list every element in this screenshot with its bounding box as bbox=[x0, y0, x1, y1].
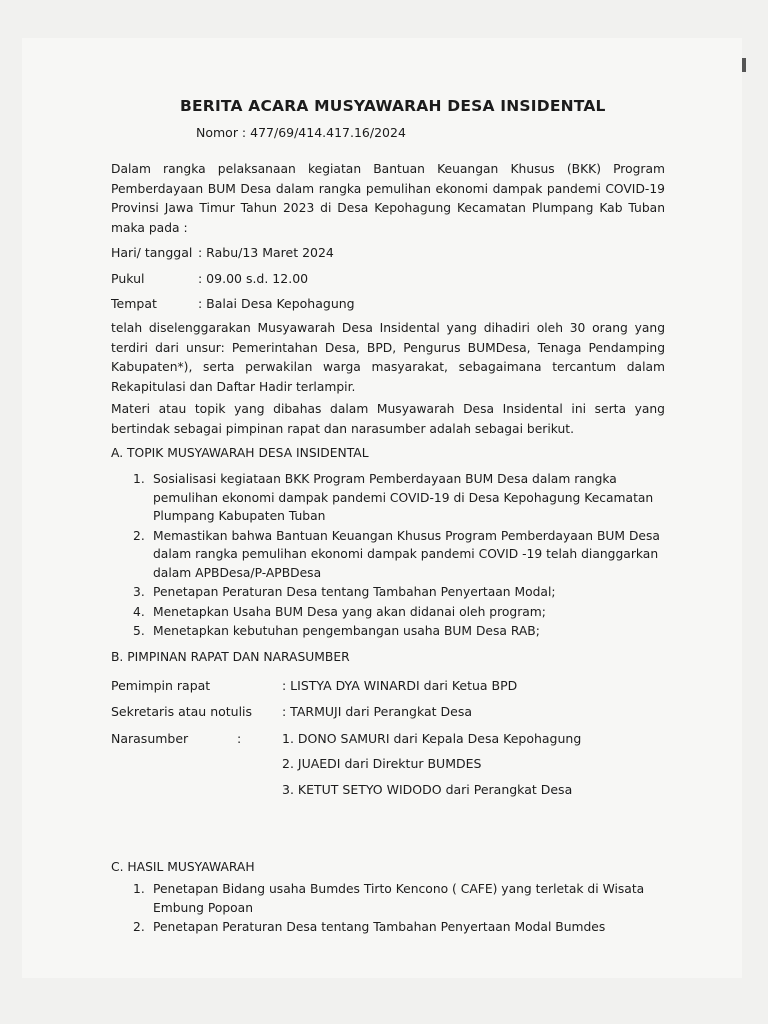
held-paragraph: telah diselenggarakan Musyawarah Desa Insidental yang dihadiri oleh 30 orang yang terdiri dari unsur: Pemerintahan Desa, BPD, Pengurus BUMDesa, Tenaga Pendamping Kabupaten*), serta perwakilan warga masyarakat, sebagaimana tercantum dalam Rekapitulasi dan Daftar Hadir terlampir. bbox=[111, 321, 665, 394]
pemimpin-label: Pemimpin rapat bbox=[111, 678, 211, 693]
item-text: Penetapan Peraturan Desa tentang Tambahan Penyertaan Modal; bbox=[153, 585, 556, 599]
item-number: 4. bbox=[133, 604, 145, 619]
schedule-row-time bbox=[111, 271, 308, 286]
schedule-row-date bbox=[111, 245, 334, 260]
section-a-list bbox=[133, 470, 665, 642]
narasumber-colon: : bbox=[237, 731, 242, 746]
schedule-label: Hari/ tanggal bbox=[111, 245, 193, 260]
document-title: BERITA ACARA MUSYAWARAH DESA INSIDENTAL bbox=[180, 97, 606, 115]
list-item bbox=[133, 622, 665, 641]
narasumber-label: Narasumber bbox=[111, 731, 189, 746]
scan-edge-mark bbox=[742, 58, 746, 72]
list-item bbox=[133, 470, 665, 526]
section-b-heading: B. PIMPINAN RAPAT DAN NARASUMBER bbox=[111, 650, 350, 664]
intro-paragraph: Dalam rangka pelaksanaan kegiatan Bantuan Keuangan Khusus (BKK) Program Pemberdayaan BUM Desa dalam rangka pemulihan ekonomi dampak pandemi COVID-19 Provinsi Jawa Timur Tahun 2023 di Desa Kepohagung Kecamatan Plumpang Kab Tuban maka pada : bbox=[111, 162, 665, 235]
item-text: Memastikan bahwa Bantuan Keuangan Khusus Program Pemberdayaan BUM Desa dalam rangka pemulihan ekonomi dampak pandemi COVID -19 telah dianggarkan dalam APBDesa/P-APBDesa bbox=[153, 528, 660, 580]
sekretaris-row bbox=[111, 704, 472, 719]
section-c-list bbox=[133, 880, 665, 938]
schedule-value: : Rabu/13 Maret 2024 bbox=[198, 245, 334, 260]
item-number: 3. bbox=[133, 585, 145, 599]
item-text: Menetapkan kebutuhan pengembangan usaha BUM Desa RAB; bbox=[153, 624, 540, 638]
narasumber-item: 2. JUAEDI dari Direktur BUMDES bbox=[282, 756, 482, 771]
schedule-value: : Balai Desa Kepohagung bbox=[198, 296, 355, 311]
item-number: 1. bbox=[133, 882, 145, 896]
item-number: 1. bbox=[133, 472, 145, 486]
materi-paragraph: Materi atau topik yang dibahas dalam Musyawarah Desa Insidental ini serta yang bertindak sebagai pimpinan rapat dan narasumber adalah sebagai berikut. bbox=[111, 402, 665, 436]
item-text: Sosialisasi kegiataan BKK Program Pemberdayaan BUM Desa dalam rangka pemulihan ekonomi dampak pandemi COVID-19 di Desa Kepohagung Kecamatan Plumpang Kabupaten Tuban bbox=[153, 472, 654, 523]
schedule-label: Tempat bbox=[111, 296, 157, 311]
narasumber-row bbox=[111, 731, 241, 746]
schedule-value: : 09.00 s.d. 12.00 bbox=[198, 271, 309, 286]
schedule-row-place bbox=[111, 296, 355, 311]
list-item bbox=[133, 880, 665, 917]
list-item bbox=[133, 583, 665, 602]
sekretaris-label: Sekretaris atau notulis bbox=[111, 704, 253, 719]
list-item bbox=[133, 527, 665, 583]
item-text: Penetapan Peraturan Desa tentang Tambahan Penyertaan Modal Bumdes bbox=[153, 920, 606, 934]
section-c-heading: C. HASIL MUSYAWARAH bbox=[111, 860, 255, 874]
item-text: Penetapan Bidang usaha Bumdes Tirto Kencono ( CAFE) yang terletak di Wisata Embung Popoan bbox=[153, 882, 645, 915]
sekretaris-value: : TARMUJI dari Perangkat Desa bbox=[282, 704, 473, 719]
schedule-label: Pukul bbox=[111, 271, 145, 286]
narasumber-item: 3. KETUT SETYO WIDODO dari Perangkat Desa bbox=[282, 782, 573, 797]
narasumber-item: 1. DONO SAMURI dari Kepala Desa Kepohagung bbox=[282, 731, 582, 746]
document-number: Nomor : 477/69/414.417.16/2024 bbox=[196, 125, 406, 140]
section-a-heading: A. TOPIK MUSYAWARAH DESA INSIDENTAL bbox=[111, 446, 369, 460]
pemimpin-row bbox=[111, 678, 517, 693]
item-text: Menetapkan Usaha BUM Desa yang akan didanai oleh program; bbox=[153, 604, 546, 619]
item-number: 5. bbox=[133, 624, 145, 638]
list-item bbox=[133, 918, 665, 937]
list-item bbox=[133, 603, 665, 622]
item-number: 2. bbox=[133, 920, 145, 934]
pemimpin-value: : LISTYA DYA WINARDI dari Ketua BPD bbox=[282, 678, 518, 693]
item-number: 2. bbox=[133, 528, 145, 543]
